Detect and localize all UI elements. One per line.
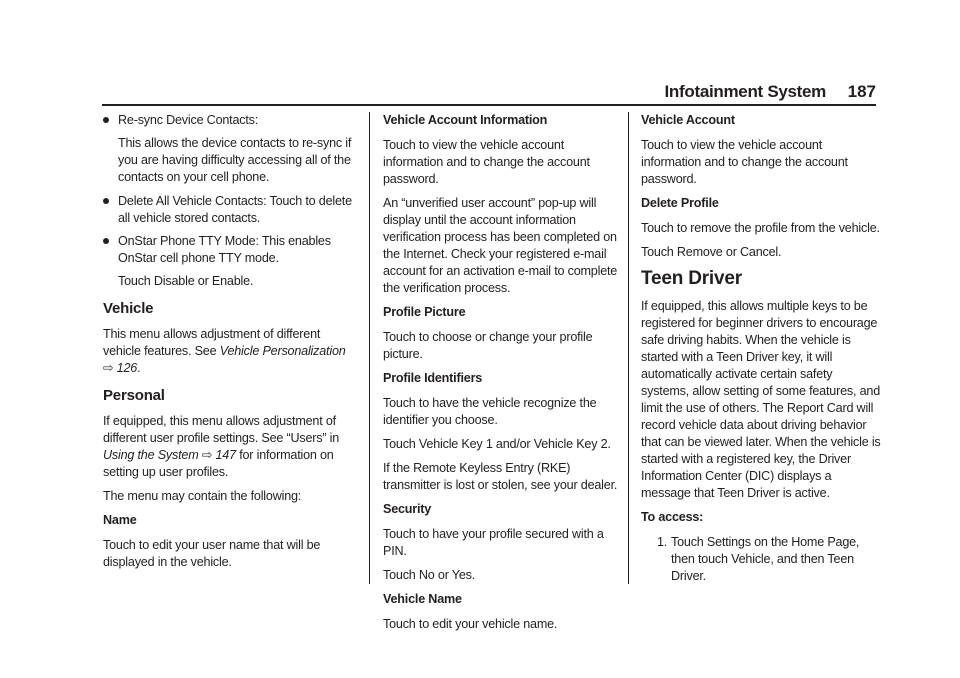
vehicle-account-text: Touch to view the vehicle account information and to change the account password. xyxy=(641,138,848,186)
bullet-text: OnStar Phone TTY Mode: This enables OnStar cell phone TTY mode. xyxy=(118,234,331,265)
numbered-step xyxy=(641,534,881,585)
vehicle-name-text: Touch to edit your vehicle name. xyxy=(383,617,558,631)
column-middle xyxy=(383,112,623,640)
cross-reference-link[interactable]: Using the System xyxy=(103,448,199,462)
personal-text: If equipped, this menu allows adjustment of different user profile settings. See “Users” in xyxy=(103,414,340,445)
vehicle-key-text: Touch Vehicle Key 1 and/or Vehicle Key 2. xyxy=(383,437,611,451)
vehicle-account-info-heading: Vehicle Account Information xyxy=(383,113,548,127)
vehicle-paragraph xyxy=(103,326,357,377)
teen-driver-text: If equipped, this allows multiple keys to be registered for beginner drivers to encourage safe driving habits. When the vehicle is started with a Teen Driver key, it will automatically activate certain safety systems, allow setting of some features, and limit the use of others. The Report Card will record vehicle data about driving behavior that can be viewed later. When the vehicle is started with a registered key, the Driver Information Center (DIC) displays a message that Teen Driver is active. xyxy=(641,299,881,500)
delete-profile-text: Touch to remove the profile from the vehicle. xyxy=(641,221,880,235)
vehicle-heading: Vehicle xyxy=(103,300,154,317)
to-access-label: To access: xyxy=(641,510,704,524)
vehicle-text: This menu allows adjustment of different vehicle features. See xyxy=(103,327,321,358)
page-ref-icon: ⇨ xyxy=(201,448,213,462)
column-divider xyxy=(369,112,370,584)
name-text: Touch to edit your user name that will be displayed in the vehicle. xyxy=(103,538,321,569)
cross-reference-link[interactable]: Vehicle Personalization xyxy=(219,344,346,358)
teen-driver-heading: Teen Driver xyxy=(641,268,742,289)
bullet-item xyxy=(103,193,357,227)
bullet-item xyxy=(103,233,357,267)
personal-text-end: for information on setting up user profiles. xyxy=(103,448,334,479)
security-text: Touch to have your profile secured with a PIN. xyxy=(383,527,604,558)
header-rule xyxy=(102,104,876,106)
profile-identifiers-heading: Profile Identifiers xyxy=(383,371,483,385)
bullet-text: Delete All Vehicle Contacts: Touch to delete all vehicle stored contacts. xyxy=(118,194,352,225)
bullet-icon xyxy=(103,238,109,244)
column-left xyxy=(103,112,357,578)
rke-text: If the Remote Keyless Entry (RKE) transmitter is lost or stolen, see your dealer. xyxy=(383,461,618,492)
profile-picture-text: Touch to choose or change your profile picture. xyxy=(383,330,593,361)
column-right xyxy=(641,112,881,585)
profile-identifiers-text: Touch to have the vehicle recognize the identifier you choose. xyxy=(383,396,597,427)
delete-profile-heading: Delete Profile xyxy=(641,196,719,210)
vehicle-text-end: . xyxy=(137,361,141,375)
menu-intro: The menu may contain the following: xyxy=(103,489,302,503)
popup-text: An “unverified user account” pop-up will display until the account information verification process has been completed on the Internet. Check your registered e-mail account for an activation e-mail to complete the verification process. xyxy=(383,196,618,295)
personal-heading: Personal xyxy=(103,387,165,404)
security-options: Touch No or Yes. xyxy=(383,568,476,582)
profile-picture-heading: Profile Picture xyxy=(383,305,466,319)
bullet-description: Touch Disable or Enable. xyxy=(118,274,254,288)
name-heading: Name xyxy=(103,513,137,527)
personal-paragraph xyxy=(103,413,357,481)
page-ref-icon: ⇨ xyxy=(103,361,114,375)
vehicle-name-heading: Vehicle Name xyxy=(383,592,462,606)
page-number: 187 xyxy=(847,82,876,101)
page-ref-number[interactable]: 147 xyxy=(215,448,236,462)
step-text: Touch Settings on the Home Page, then touch Vehicle, and then Teen Driver. xyxy=(671,535,860,583)
security-heading: Security xyxy=(383,502,432,516)
bullet-text: Re-sync Device Contacts: xyxy=(118,113,259,127)
step-number: 1. xyxy=(657,535,668,549)
delete-profile-options: Touch Remove or Cancel. xyxy=(641,245,782,259)
page-ref-number[interactable]: 126 xyxy=(116,361,138,375)
bullet-item xyxy=(103,112,357,129)
bullet-description: This allows the device contacts to re-sync if you are having difficulty accessing all of the contacts on your cell phone. xyxy=(118,136,352,184)
vehicle-account-info-text: Touch to view the vehicle account information and to change the account password. xyxy=(383,138,590,186)
column-divider xyxy=(628,112,629,584)
section-title: Infotainment System xyxy=(664,82,826,101)
bullet-icon xyxy=(103,198,109,204)
vehicle-account-heading: Vehicle Account xyxy=(641,113,735,127)
bullet-icon xyxy=(103,117,109,123)
